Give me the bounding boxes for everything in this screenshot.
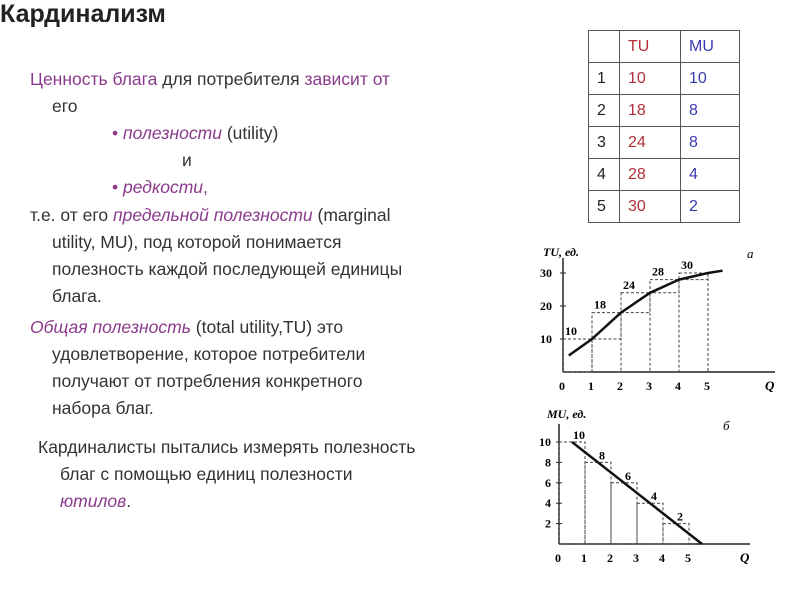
table-cell-q: 2 (589, 95, 620, 127)
table-cell-q: 3 (589, 127, 620, 159)
x-axis-label: Q (740, 550, 750, 565)
x-tick-label: 3 (646, 379, 652, 393)
step-box (563, 339, 592, 372)
mu-line3: полезность каждой последующей единицы (52, 259, 403, 279)
y-tick-label: 4 (545, 496, 551, 511)
panel-label: б (723, 418, 730, 433)
tu-chart (535, 240, 795, 400)
mu-bar (611, 483, 637, 544)
footer-dot: . (126, 491, 132, 511)
x-tick-label: 5 (704, 379, 710, 393)
mu-bar (585, 462, 611, 544)
tu-line2: удовлетворение, которое потребители (52, 344, 366, 364)
tu-line3: получают от потребления конкретного (52, 371, 363, 391)
utility-table (588, 30, 740, 223)
y-axis-label: TU, ед. (543, 245, 579, 259)
point-label: 18 (594, 297, 606, 312)
tu-term: Общая полезность (30, 317, 191, 337)
table-row (589, 159, 740, 191)
y-tick-label: 2 (545, 516, 551, 531)
table-cell-mu: 2 (681, 191, 740, 223)
intro-text (30, 66, 390, 120)
bullet-utility (112, 120, 278, 147)
mu-bar (663, 524, 689, 544)
x-tick-label: 4 (675, 379, 681, 393)
bar-value-label: 10 (573, 428, 585, 442)
x-tick-label: 3 (633, 551, 639, 565)
tu-line4: набора благ. (52, 398, 154, 418)
footer-line1: Кардиналисты пытались измерять полезность (38, 437, 416, 457)
x-tick-label: 0 (559, 379, 565, 393)
bullet-scarcity-comma: , (203, 177, 208, 197)
table-cell-mu: 10 (681, 63, 740, 95)
table-header-empty (589, 31, 620, 63)
x-tick-label: 4 (659, 551, 665, 565)
point-label: 30 (681, 258, 693, 272)
table-row (589, 95, 740, 127)
table-cell-tu: 10 (620, 63, 681, 95)
intro-his: его (52, 96, 78, 116)
y-tick-label: 20 (540, 299, 552, 313)
mu-term: предельной полезности (112, 205, 313, 225)
intro-value: Ценность блага (30, 69, 158, 89)
bullet-dot-1: • (112, 123, 119, 143)
table-header-row (589, 31, 740, 63)
point-label: 24 (623, 277, 635, 292)
table-row (589, 63, 740, 95)
bar-value-label: 4 (651, 489, 657, 504)
table-cell-tu: 18 (620, 95, 681, 127)
table-row (589, 191, 740, 223)
footer-line2: благ с помощью единиц полезности (60, 464, 353, 484)
x-tick-label: 1 (588, 379, 594, 393)
x-tick-label: 1 (581, 551, 587, 565)
bullet-scarcity (112, 174, 208, 201)
table-cell-tu: 30 (620, 191, 681, 223)
y-tick-label: 8 (545, 455, 551, 470)
mu-chart (535, 402, 795, 574)
x-axis-label: Q (765, 378, 775, 393)
bullet-scarcity-term: редкости (123, 177, 204, 197)
intro-mid: для потребителя (157, 69, 305, 89)
mu-en: (marginal (312, 205, 391, 225)
slide-title: Кардинализм (0, 0, 166, 28)
table-header-tu: TU (620, 31, 681, 63)
table-cell-mu: 4 (681, 159, 740, 191)
intro-depends: зависит от (304, 69, 391, 89)
mu-line4: блага. (52, 286, 102, 306)
point-label: 28 (652, 264, 664, 279)
x-tick-label: 5 (685, 551, 691, 565)
x-tick-label: 2 (617, 379, 623, 393)
table-cell-q: 1 (589, 63, 620, 95)
table-cell-q: 5 (589, 191, 620, 223)
mu-bar (559, 442, 585, 544)
y-tick-label: 10 (540, 332, 552, 346)
footer-text (38, 434, 415, 515)
bullet-utility-term: полезности (123, 123, 222, 143)
y-tick-label: 30 (540, 266, 552, 280)
bar-value-label: 6 (625, 468, 631, 483)
y-tick-label: 10 (539, 435, 551, 449)
footer-utils: ютилов (60, 491, 127, 511)
tu-definition (30, 314, 365, 422)
bar-value-label: 8 (599, 448, 605, 463)
panel-label: а (747, 246, 754, 261)
x-tick-label: 2 (607, 551, 613, 565)
mu-line2: utility, MU), под которой понимается (52, 232, 342, 252)
table-header-mu: MU (681, 31, 740, 63)
bar-value-label: 2 (677, 509, 683, 524)
bullet-utility-en: (utility) (221, 123, 279, 143)
and-text: и (182, 150, 192, 170)
table-cell-mu: 8 (681, 95, 740, 127)
y-axis-label: MU, ед. (547, 407, 587, 421)
point-label: 10 (565, 324, 577, 338)
table-cell-tu: 28 (620, 159, 681, 191)
y-tick-label: 6 (545, 475, 551, 490)
table-cell-mu: 8 (681, 127, 740, 159)
bullet-dot-2: • (112, 177, 119, 197)
table-row (589, 127, 740, 159)
table-cell-tu: 24 (620, 127, 681, 159)
table-cell-q: 4 (589, 159, 620, 191)
x-tick-label: 0 (555, 551, 561, 565)
mu-lead: т.е. от его (30, 205, 113, 225)
mu-definition (30, 202, 402, 310)
tu-en: (total utility,TU) это (190, 317, 344, 337)
